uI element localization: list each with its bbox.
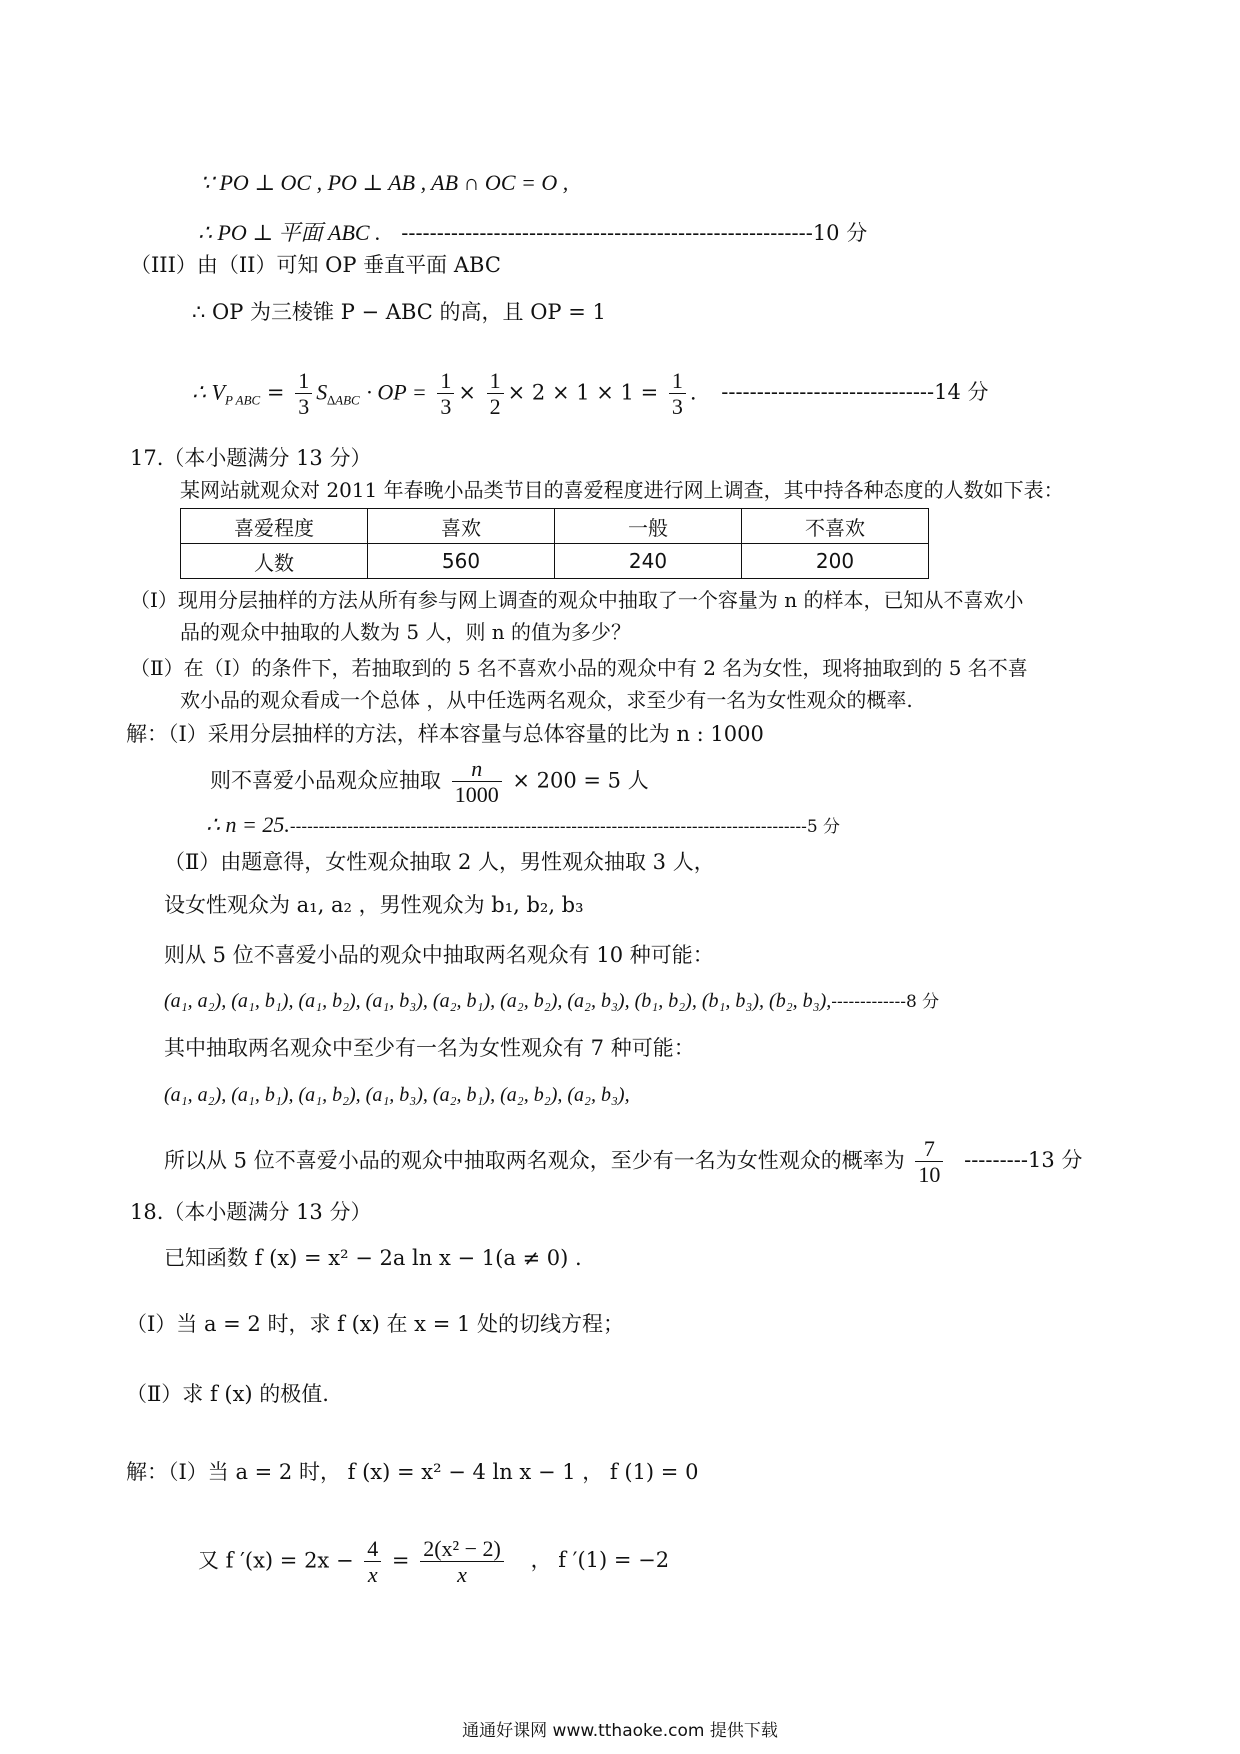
q17-solution-line2 xyxy=(210,756,649,808)
proof-conclusion-text: ∴ PO ⊥ 平面 ABC . xyxy=(198,220,381,245)
sample-result: × 200 = 5 人 xyxy=(512,768,649,793)
q18-given: 已知函数 f (x) = x² − 2a ln x − 1(a ≠ 0) . xyxy=(164,1246,582,1270)
proof-line-perpendicular: ∵ PO ⊥ OC , PO ⊥ AB , AB ∩ OC = O , xyxy=(200,170,569,195)
q18-solution-line1: 解：（Ⅰ）当 a = 2 时， f (x) = x² − 4 ln x − 1 ， f (1) = 0 xyxy=(126,1460,699,1484)
fraction-seven-tenths: $\frac{7}{10}$ xyxy=(915,1136,943,1188)
q17-solution-line9 xyxy=(164,1082,630,1107)
table-header-cell: 喜爱程度 xyxy=(181,509,368,544)
product-rest: × 2 × 1 × 1 = xyxy=(507,380,659,405)
equals-sign: = xyxy=(266,380,285,405)
table-cell: 人数 xyxy=(181,544,368,579)
table-row xyxy=(181,509,929,544)
q18-header: 18.（本小题满分 13 分） xyxy=(130,1200,372,1224)
proof-line-conclusion xyxy=(198,220,867,246)
part-three-heading: （III）由（II）可知 OP 垂直平面 ABC xyxy=(130,253,501,277)
page-footer: 通通好课网 www.tthaoke.com 提供下载 xyxy=(462,1721,778,1741)
volume-symbol: ∴ V xyxy=(192,379,225,405)
equals-sign: = xyxy=(391,1548,410,1573)
table-cell: 200 xyxy=(742,544,929,579)
fraction-one-third-a: $\frac{1}{3}$ xyxy=(295,368,312,420)
table-cell: 240 xyxy=(555,544,742,579)
q17-part2-line1: （Ⅱ）在（Ⅰ）的条件下，若抽取到的 5 名不喜欢小品的观众中有 2 名为女性，现将抽取到的 5 名不喜 xyxy=(130,656,1028,680)
survey-table xyxy=(180,508,929,579)
q17-solution-line7 xyxy=(164,988,939,1013)
q17-solution-line10 xyxy=(164,1136,1082,1188)
score-marker-5: ------------------------------------------------------------------------------------------5 分 xyxy=(289,817,841,837)
volume-subscript: P ABC xyxy=(224,392,261,408)
fraction-n-over-1000: $\frac{n}{1000}$ xyxy=(452,756,502,808)
q18-part2: （Ⅱ）求 f (x) 的极值. xyxy=(126,1382,329,1406)
q18-solution-line2 xyxy=(198,1536,669,1588)
table-cell: 560 xyxy=(368,544,555,579)
volume-formula-line xyxy=(192,368,989,420)
fraction-one-third-c: $\frac{1}{3}$ xyxy=(669,368,686,420)
period: . xyxy=(689,380,697,405)
q17-header: 17.（本小题满分 13 分） xyxy=(130,446,372,470)
score-marker-13: ---------13 分 xyxy=(964,1148,1083,1173)
q17-solution-line1: 解：（Ⅰ）采用分层抽样的方法，样本容量与总体容量的比为 n : 1000 xyxy=(126,722,764,746)
probability-text: 所以从 5 位不喜爱小品的观众中抽取两名观众，至少有一名为女性观众的概率为 xyxy=(164,1148,905,1173)
area-symbol: S xyxy=(316,379,328,405)
outcome-list-7: (a₁, a₂), (a₁, b₁), (a₁, b₂), (a₁, b₃), (a₂, b₁), (a₂, b₂), (a₂, b₃), xyxy=(164,1084,630,1106)
table-row xyxy=(181,544,929,579)
score-marker-14: ------------------------------14 分 xyxy=(721,380,989,405)
q17-solution-line6: 则从 5 位不喜爱小品的观众中抽取两名观众有 10 种可能： xyxy=(164,943,714,967)
score-marker-10: ----------------------------------------------------------10 分 xyxy=(401,221,868,245)
table-header-cell: 喜欢 xyxy=(368,509,555,544)
q17-part1-line2: 品的观众中抽取的人数为 5 人，则 n 的值为多少？ xyxy=(180,620,632,644)
dot-op: · OP = xyxy=(366,379,427,405)
fraction-4-over-x: $\frac{4}{x}$ xyxy=(364,1536,381,1588)
q17-solution-line4: （Ⅱ）由题意得，女性观众抽取 2 人，男性观众抽取 3 人， xyxy=(164,850,715,874)
q17-intro: 某网站就观众对 2011 年春晚小品类节目的喜爱程度进行网上调查，其中持各种态度的人数如下表： xyxy=(180,478,1064,502)
q17-part2-line2: 欢小品的观众看成一个总体 ，从中任选两名观众，求至少有一名为女性观众的概率. xyxy=(180,688,913,712)
q17-solution-line8: 其中抽取两名观众中至少有一名为女性观众有 7 种可能： xyxy=(164,1036,695,1060)
table-header-cell: 不喜欢 xyxy=(742,509,929,544)
fraction-derivative: $\frac{\text{2(x² − 2)}}{x}$ xyxy=(420,1536,504,1588)
area-subscript: ∆ABC xyxy=(327,392,360,408)
outcome-list-10: (a₁, a₂), (a₁, b₁), (a₁, b₂), (a₁, b₃), (a₂, b₁), (a₂, b₂), (a₂, b₃), (b₁, b₂), (b₁, b₃), (b₂, b₃), xyxy=(164,990,832,1012)
fraction-one-half: $\frac{1}{2}$ xyxy=(487,368,504,420)
q17-solution-line5: 设女性观众为 a₁, a₂ ，男性观众为 b₁, b₂, b₃ xyxy=(164,893,584,917)
table-header-cell: 一般 xyxy=(555,509,742,544)
sample-text: 则不喜爱小品观众应抽取 xyxy=(210,768,441,793)
fraction-one-third-b: $\frac{1}{3}$ xyxy=(437,368,454,420)
times-sign: × xyxy=(458,380,483,405)
score-marker-8: -------------8 分 xyxy=(831,992,940,1012)
pyramid-height-line: ∴ OP 为三棱锥 P − ABC 的高，且 OP = 1 xyxy=(192,300,606,324)
derivative-text: 又 f ′(x) = 2x − xyxy=(198,1548,354,1573)
derivative-at-one: ， f ′(1) = −2 xyxy=(530,1548,670,1573)
n-result: ∴ n = 25. xyxy=(206,812,290,837)
q17-part1-line1: （Ⅰ）现用分层抽样的方法从所有参与网上调查的观众中抽取了一个容量为 n 的样本，已知从不喜欢小 xyxy=(130,588,1024,612)
q18-part1: （Ⅰ）当 a = 2 时，求 f (x) 在 x = 1 处的切线方程； xyxy=(126,1312,625,1336)
q17-solution-line3 xyxy=(206,812,840,838)
